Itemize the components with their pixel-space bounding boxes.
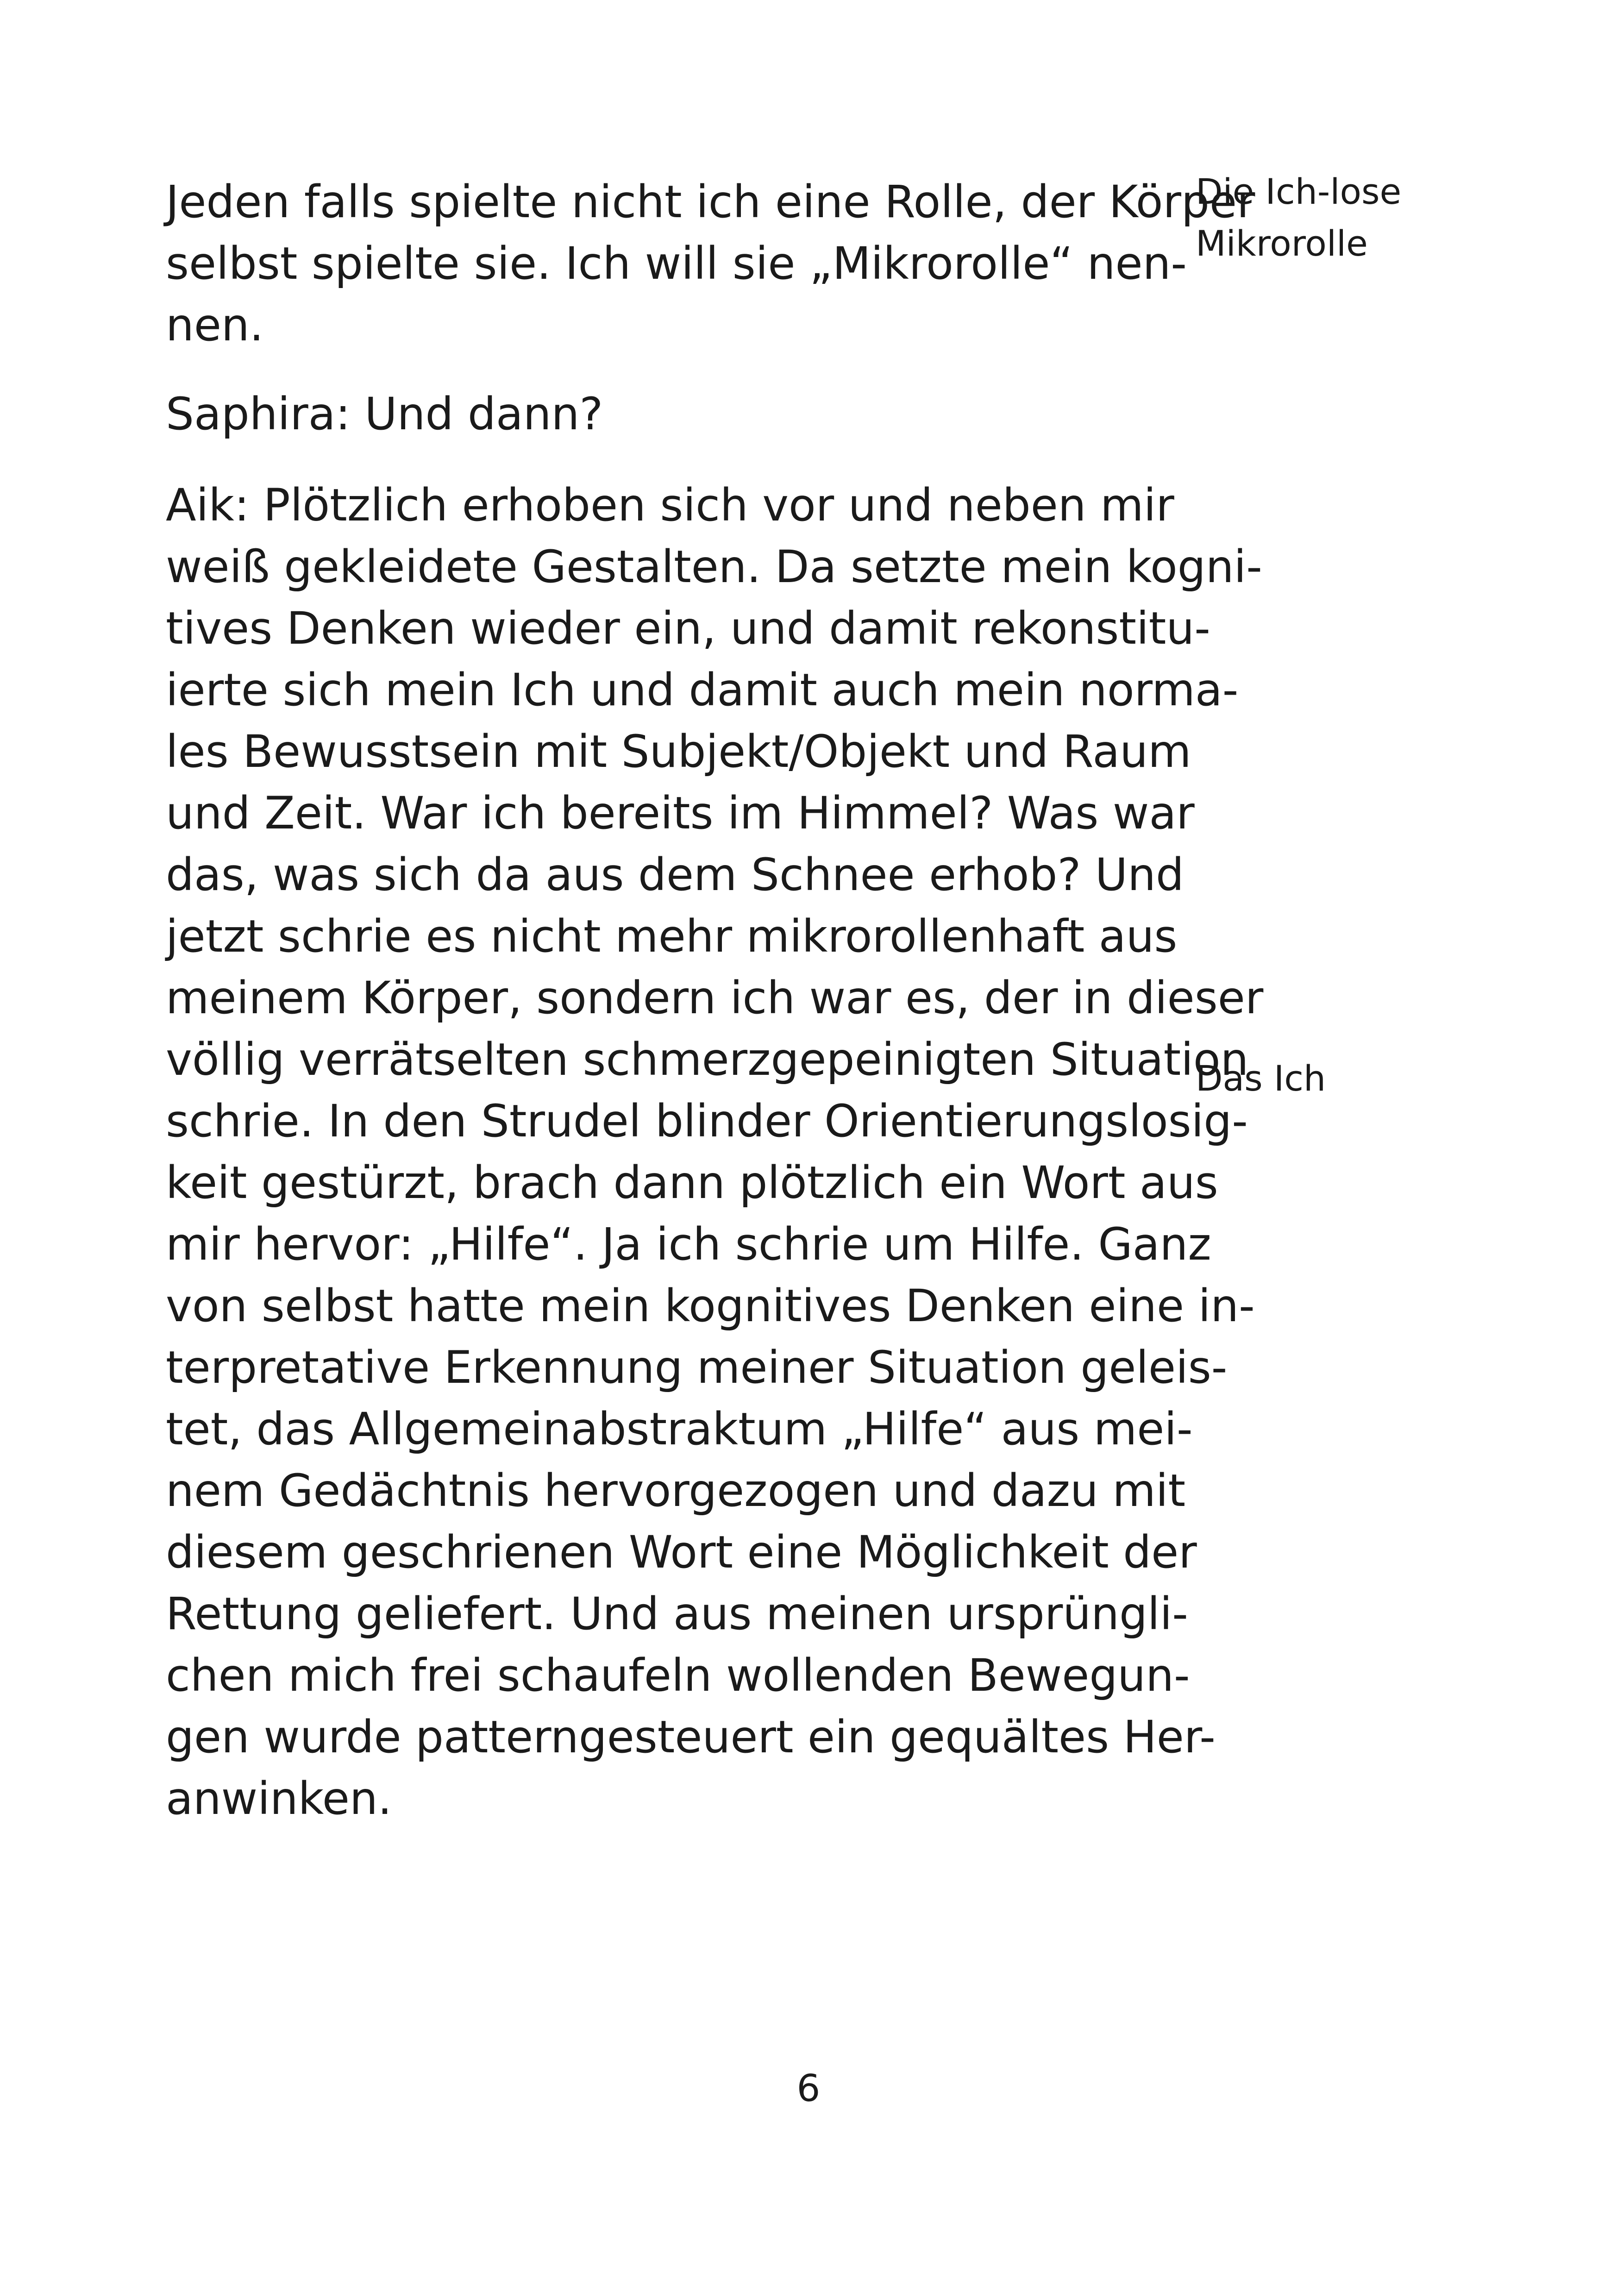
paragraph-1 (166, 171, 1255, 356)
text-line: keit gestürzt, brach dann plötzlich ein Wort aus (166, 1157, 1218, 1209)
text-line: nem Gedächtnis hervorgezogen und dazu mit (166, 1465, 1186, 1517)
text-line: völlig verrätselten schmerzgepeinigten Situation (166, 1034, 1249, 1085)
text-line: anwinken. (166, 1773, 392, 1825)
margin-note-line: Mikrorolle (1196, 223, 1368, 264)
paragraph-2 (166, 383, 1149, 445)
text-line: selbst spielte sie. Ich will sie „Mikrorolle“ nen- (166, 238, 1187, 289)
margin-note-line: Die Ich-lose (1196, 171, 1402, 212)
text-line: mir hervor: „Hilfe“. Ja ich schrie um Hilfe. Ganz (166, 1218, 1211, 1270)
text-line: Jeden falls spielte nicht ich eine Rolle, der Körper (166, 176, 1255, 228)
text-line: Aik: Plötzlich erhoben sich vor und neben mir (166, 479, 1174, 531)
text-line: gen wurde patterngesteuert ein gequältes Her- (166, 1711, 1216, 1763)
text-line: diesem geschrienen Wort eine Möglichkeit der (166, 1526, 1197, 1578)
text-line: Rettung geliefert. Und aus meinen ursprüngli- (166, 1588, 1188, 1640)
margin-note-line: Das Ich (1196, 1058, 1326, 1099)
text-line: les Bewusstsein mit Subjekt/Objekt und Raum (166, 726, 1191, 778)
page-number: 6 (796, 2067, 821, 2110)
text-line: tives Denken wieder ein, und damit rekonstitu- (166, 602, 1210, 654)
text-line: tet, das Allgemeinabstraktum „Hilfe“ aus mei- (166, 1403, 1193, 1455)
text-line: meinem Körper, sondern ich war es, der in dieser (166, 972, 1264, 1024)
text-line: schrie. In den Strudel blinder Orientierungslosig- (166, 1095, 1248, 1147)
text-line: Saphira: Und dann? (166, 388, 603, 440)
margin-note-das-ich (1196, 1053, 1455, 1104)
text-line: chen mich frei schaufeln wollenden Bewegun- (166, 1650, 1190, 1701)
text-line: und Zeit. War ich bereits im Himmel? Was war (166, 787, 1195, 839)
margin-note-ich-lose-mikrorolle (1196, 166, 1455, 270)
text-line: das, was sich da aus dem Schnee erhob? Und (166, 849, 1184, 901)
text-line: weiß gekleidete Gestalten. Da setzte mein kogni- (166, 541, 1262, 593)
text-line: nen. (166, 299, 264, 351)
text-line: von selbst hatte mein kognitives Denken eine in- (166, 1280, 1255, 1332)
text-line: terpretative Erkennung meiner Situation geleis- (166, 1342, 1228, 1393)
text-line: ierte sich mein Ich und damit auch mein norma- (166, 664, 1239, 716)
text-line: jetzt schrie es nicht mehr mikrorollenhaft aus (166, 910, 1178, 962)
